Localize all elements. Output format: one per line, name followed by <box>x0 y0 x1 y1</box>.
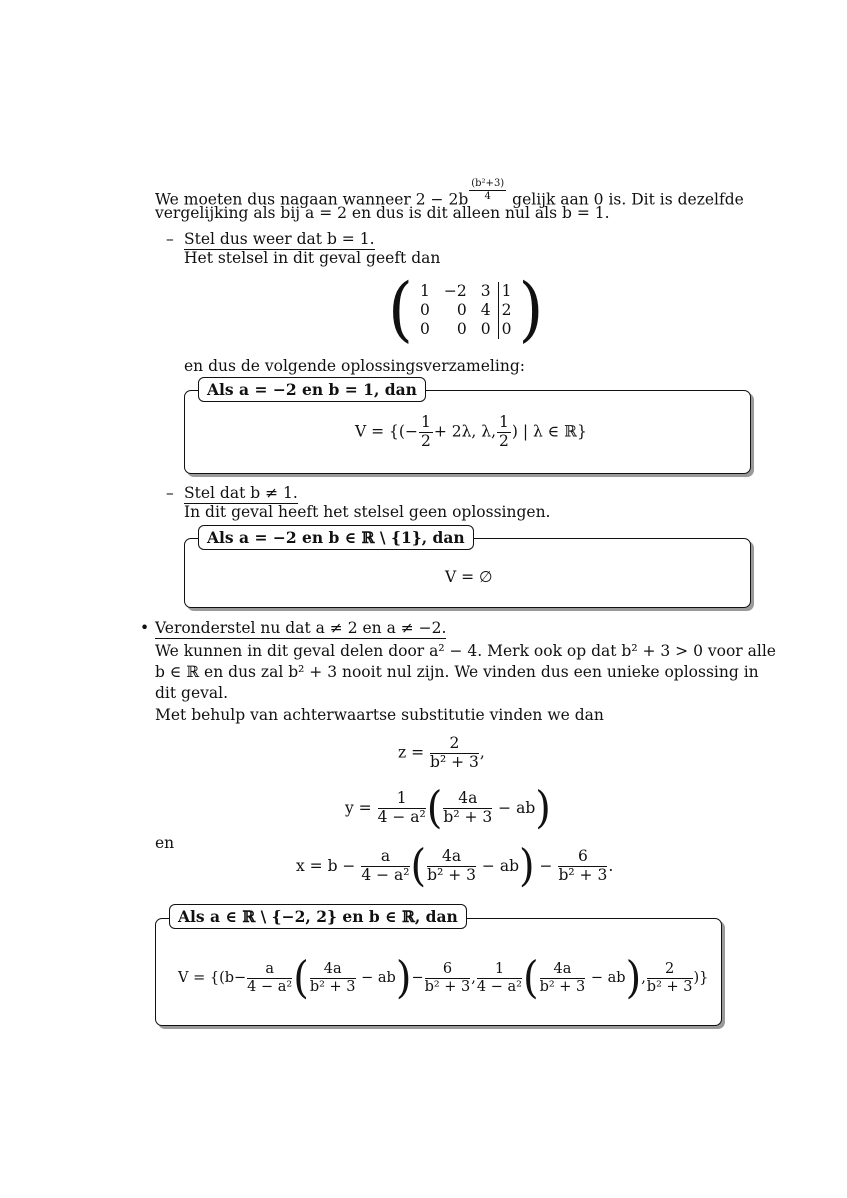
right-paren: ) <box>518 269 544 351</box>
general-p2: b ∈ ℝ en dus zal b² + 3 nooit nul zijn. We vinden dus een unieke oplossing in <box>155 663 759 681</box>
solution-box-1-formula: V = {(− $\frac{1}{2}$ + 2λ, λ, $\frac{1}{2}$ ) | λ ∈ ℝ} <box>355 413 587 450</box>
matrix-row <box>413 282 518 301</box>
matrix-cell: 0 <box>419 319 430 338</box>
exponent-fraction: $\frac{\text{(b²+3)}}{4}$ <box>471 178 505 202</box>
x-equation: x = b − $\frac{a}{\text{4 − a²}}$ ( $\frac{4a}{\text{b² + 3}}$ − ab ) − $\frac{6}{\text{b² + 3}}$ . <box>296 840 614 892</box>
matrix-cell: 0 <box>419 300 430 319</box>
matrix-cell: 1 <box>498 282 518 301</box>
intro-line-2: vergelijking als bij a = 2 en dus is dit alleen nul als b = 1. <box>155 204 610 222</box>
case-bn1-heading: Stel dat b ≠ 1. <box>184 484 298 502</box>
intro-text-2: gelijk aan 0 is. Dit is dezelfde <box>512 190 744 209</box>
fraction: $\frac{1}{2}$ <box>499 413 509 450</box>
solution-box-2-formula: V = ∅ <box>445 568 493 586</box>
matrix-cell: −2 <box>443 281 467 300</box>
case-b1-dash: – <box>166 230 174 248</box>
case-b1-heading: Stel dus weer dat b = 1. <box>184 230 375 248</box>
matrix-row <box>413 320 518 339</box>
general-p4: Met behulp van achterwaartse substitutie vinden we dan <box>155 706 604 724</box>
case-bn1-text: In dit geval heeft het stelsel geen oplossingen. <box>184 503 551 521</box>
solution-box-2-title: Als a = −2 en b ∈ ℝ \ {1}, dan <box>198 525 474 550</box>
matrix-cell: 0 <box>498 320 518 339</box>
en-text: en <box>155 834 175 852</box>
case-b1-after: en dus de volgende oplossingsverzameling: <box>184 357 525 375</box>
matrix-cell: 0 <box>456 300 467 319</box>
matrix-table <box>413 282 518 339</box>
solution-box-3-formula: V = {(b− $\frac{a}{\text{4 − a²}}$ ( $\frac{4a}{\text{b² + 3}}$ − ab ) − $\frac{6}{\text{b² + 3}}$ , $\frac{1}{\text{4 − a²}}$ ( $\frac{4a}{\text{b² + 3}}$ − ab ) , $\frac{2}{\text{b² + 3}}$ )} <box>178 952 709 1004</box>
matrix-cell: 0 <box>480 319 491 338</box>
general-p1: We kunnen in dit geval delen door a² − 4. Merk ook op dat b² + 3 > 0 voor alle <box>155 642 776 660</box>
bullet: • <box>140 619 150 637</box>
case-bn1-dash: – <box>166 484 174 502</box>
intro-text: We moeten dus nagaan wanneer 2 − 2b <box>155 190 469 209</box>
general-heading: Veronderstel nu dat a ≠ 2 en a ≠ −2. <box>155 619 447 637</box>
case-b1-text: Het stelsel in dit geval geeft dan <box>184 249 441 267</box>
fraction: $\frac{1}{2}$ <box>420 413 431 450</box>
solution-box-1-title: Als a = −2 en b = 1, dan <box>198 377 426 402</box>
matrix-cell: 2 <box>498 301 518 320</box>
solution-box-3-title: Als a ∈ ℝ \ {−2, 2} en b ∈ ℝ, dan <box>169 904 467 929</box>
matrix-row <box>413 301 518 320</box>
matrix-cell: 4 <box>480 300 491 319</box>
z-equation: z = $\frac{2}{\text{b² + 3}}$ , <box>398 734 485 771</box>
augmented-matrix <box>388 269 544 351</box>
matrix-cell: 0 <box>456 319 467 338</box>
matrix-cell: 3 <box>480 281 491 300</box>
general-p3: dit geval. <box>155 684 229 702</box>
y-equation: y = $\frac{1}{\text{4 − a²}}$ ( $\frac{4a}{\text{b² + 3}}$ − ab ) <box>345 782 551 834</box>
matrix-cell: 1 <box>419 281 430 300</box>
left-paren: ( <box>388 269 413 351</box>
